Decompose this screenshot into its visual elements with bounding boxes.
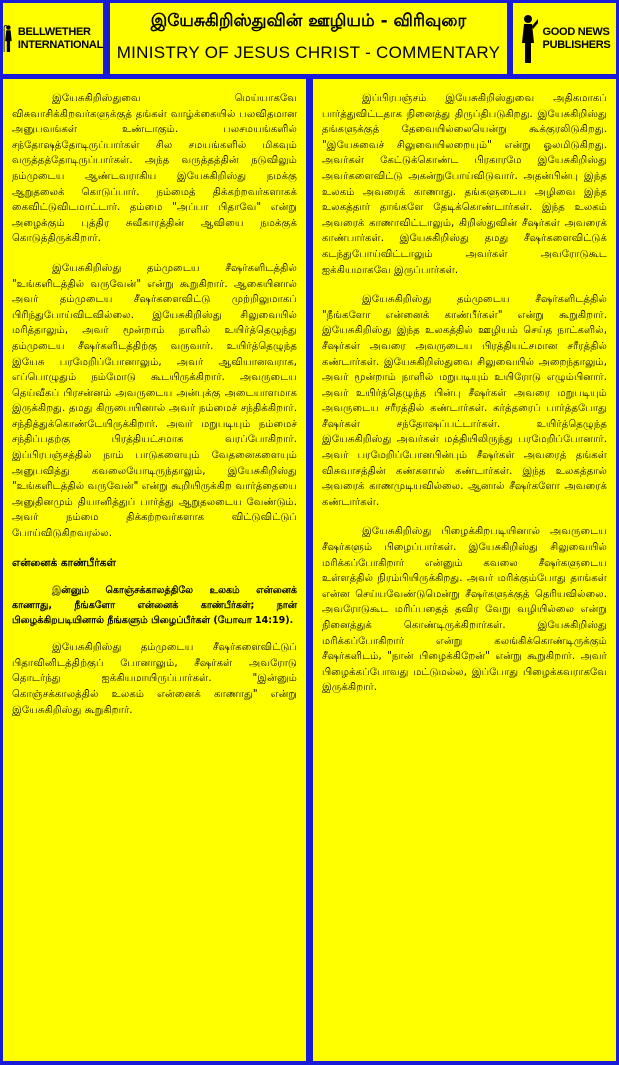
page-title-tamil: இயேசுகிறிஸ்துவின் ஊழியம் - விரிவுரை xyxy=(150,11,467,31)
right-logo-line2: PUBLISHERS xyxy=(542,38,611,51)
section-heading: என்னைக் காண்பீர்கள் xyxy=(12,556,116,569)
right-column xyxy=(313,79,616,1061)
paragraph: இயேசுகிறிஸ்து தம்முடைய சீஷர்களிடத்தில் "உங்களிடத்தில் வருவேன்" என்று கூறுகிறார். ஆகையினால் அவர் தம்முடைய சீஷர்களைவிட்டு முற்றிலுமாகப் பிரிந்துபோய்விடவில்லை. இயேசுகிறிஸ்து சிலுவையில் மரித்தாலும், அவர் மூன்றாம் நாளில் உயிர்த்தெழுந்து தம்முடைய சீஷர்களிடத்திற்கு வருவார். உயிர்த்தெழுந்த இயேசு பரமேறிப்போனாலும், அவர் ஆவியானவராக, எப்பொழுதும் நம்மோடு கூடயிருக்கிறார். அவருடைய தெய்வீகப் பிரசன்னம் அவருடைய அன்புக்கு அடையாளமாக இருக்கிறது. தமது கிருபையினால் அவர் நம்மைச் சந்திக்கிறார். சந்தித்துக்கொண்டேயிருக்கிறார். அவர் மறுபடியும் நம்மைச் சந்திப்பதற்கு பிரத்தியட்சமாக வரப்போகிறார். இப்பிரபஞ்சத்தில் நாம் பாடுகளையும் வேதனைகளையும் அனுபவித்து கவலையோடிருந்தாலும், இயேசுகிறிஸ்து "உங்களிடத்தில் வருவேன்" என்று கூறியிருக்கிற வார்த்தையை அனுதினமும் தியானித்துப் பார்த்து ஆறுதலடைய வேண்டும். அவர் நம்மை திக்கற்றவர்களாக விட்டுவிட்டுப் போய்விடுகிறவரல்ல. xyxy=(12,262,297,540)
page-header xyxy=(110,3,507,74)
paragraph: இயேசுகிறிஸ்து பிழைக்கிறபடியினால் அவருடைய சீஷர்களும் பிழைப்பார்கள். இயேசுகிறிஸ்து சிலுவையில் மரிக்கப்போகிறார் என்னும் கவலை சீஷர்களுடைய உள்ளத்தில் நிரம்பியிருக்கிறது. அவர் மரிக்கும்போது தாங்கள் என்ன செய்யவேண்டுமென்று சீஷர்களுக்குத் தெரியவில்லை. அவரோடுகூட மரிப்பதைத் தவிர வேறு வழியில்லை என்று நினைத்துக் கொண்டிருக்கிறார்கள். இயேசுகிறிஸ்து மரிக்கப்போகிறார் என்று கலங்கிக்கொண்டிருக்கும் சீஷர்களிடம், "நான் பிழைக்கிறேன்" என்று கூறுகிறார். அவர் பிழைக்கப்போவது மட்டுமல்ல, இப்போது பிழைக்கவராகவே இருக்கிறார். xyxy=(322,526,607,694)
left-column xyxy=(3,79,306,1061)
paragraph: இயேசுகிறிஸ்து தம்முடைய சீஷர்களைவிட்டுப் பிதாவினிடத்திற்குப் போனாலும், சீஷர்கள் அவரோடு தொடர்ந்து ஐக்கியமாயிருப்பார்கள். "இன்னும் கொஞ்சக்காலத்தில் உலகம் என்னைக் காணாது" என்று இயேசுகிறிஸ்து கூறுகிறார். xyxy=(12,642,297,716)
left-logo-line2: INTERNATIONAL xyxy=(17,38,103,51)
right-logo-line1: GOOD NEWS xyxy=(542,25,610,38)
left-logo-line1: BELLWETHER xyxy=(17,25,91,38)
paragraph: இயேசுகிறிஸ்து தம்முடைய சீஷர்களிடத்தில் "நீங்களோ என்னைக் காண்பீர்கள்" என்று கூறுகிறார். இயேசுகிறிஸ்து இந்த உலகத்தில் ஊழியம் செய்த நாட்களில், சீஷர்கள் அவரை அவருடைய பிரத்தியட்சமான சரீரத்தில் கண்டார்கள். இயேசுகிறிஸ்துவை சிலுவையில் அறைந்தாலும், அவர் மூன்றாம் நாளில் மறுபடியும் உயிரோடு எழும்பினார். அவர் உயிர்த்தெழுந்த பின்பு சீஷர்கள் அவரை மறுபடியும் அவருடைய சரீரத்தில் கண்டார்கள். கர்த்தரைப் பார்த்தபோது சீஷர்கள் சந்தோஷப்பட்டார்கள். உயிர்த்தெழுந்த இயேசுகிறிஸ்து அவர்கள் மத்தியிலிருந்து பரமேறிப்போனார். அவர் பரமேறிப்போனபின்பும் சீஷர்கள் அவரைத் தங்கள் விசுவாசத்தின் கண்களால் கண்டார்கள். இந்த உலகத்தால் அவரைக் காணமுடியவில்லை. ஆனால் சீஷர்களோ அவரைக் கண்டார்கள். xyxy=(322,294,607,508)
good-news-logo xyxy=(513,3,616,74)
shepherd-icon xyxy=(3,13,14,65)
page-title-english: MINISTRY OF JESUS CHRIST - COMMENTARY xyxy=(116,43,501,62)
scripture-verse: இன்னும் கொஞ்சக்காலத்திலே உலகம் என்னைக் காணாது, நீங்களோ என்னைக் காண்பீர்கள்; நான் பிழைக்கிறபடியினால் நீங்களும் பிழைப்பீர்கள் (யோவா 14:19). xyxy=(12,585,297,627)
bellwether-logo xyxy=(3,3,103,74)
herald-icon xyxy=(519,13,539,65)
paragraph: இயேசுகிறிஸ்துவை மெய்யாகவே விசுவாசிக்கிறவர்களுக்குத் தங்கள் வாழ்க்கையில் பலவிதமான அனுபவங்கள் உண்டாகும். பலசமயங்களில் சந்தோஷத்தோடிருப்பார்கள் சில சமயங்களில் மிகவும் வருத்தத்தோடிருப்பார்கள். அந்த வருத்தத்தின் நடுவிலும் நம்முடைய ஆண்டவராகிய இயேசுகிறிஸ்து நமக்கு ஆறுதலைக் கொடுப்பார். நம்மைத் திக்கற்றவர்களாகக் கைவிட்டுவிடமாட்டார். தம்மை "அப்பா பிதாவே" என்று அழைக்கும் புத்திர சுவீகாரத்தின் ஆவியை நமக்குக் கொடுத்திருக்கிறார். xyxy=(12,93,297,245)
paragraph: இப்பிரபஞ்சம் இயேசுகிறிஸ்துவை அதிகமாகப் பார்த்துவிட்டதாக நினைத்து திருப்திபடுகிறது. இயேசுகிறிஸ்து தங்களுக்குத் தேவையில்லையென்று கூக்குரலிடுகிறது. "இயேசுவைச் சிலுவையிலறையும்" என்று ஓலமிடுகிறது. அவர்கள் கேட்டுக்கொண்ட பிரகாரமே இயேசுகிறிஸ்து அவர்களைவிட்டு அகன்றுபோய்விடுவார். அதன்பின்பு இந்த உலகம் அவரைக் காணாது. தங்களுடைய அழிவை இந்த உலகத்தார் தாங்களே தேடிக்கொண்டார்கள். இந்த உலகம் அவரைக் காணாவிட்டாலும், கிறிஸ்துவின் சீஷர்கள் அவரைக் காண்பார்கள். இயேசுகிறிஸ்து தமது சீஷர்களைவிட்டுக் கடந்துபோய்விட்டாலும் அவர்கள் அவரோடுகூட ஐக்கியமாகவே இருப்பார்கள். xyxy=(322,93,607,276)
